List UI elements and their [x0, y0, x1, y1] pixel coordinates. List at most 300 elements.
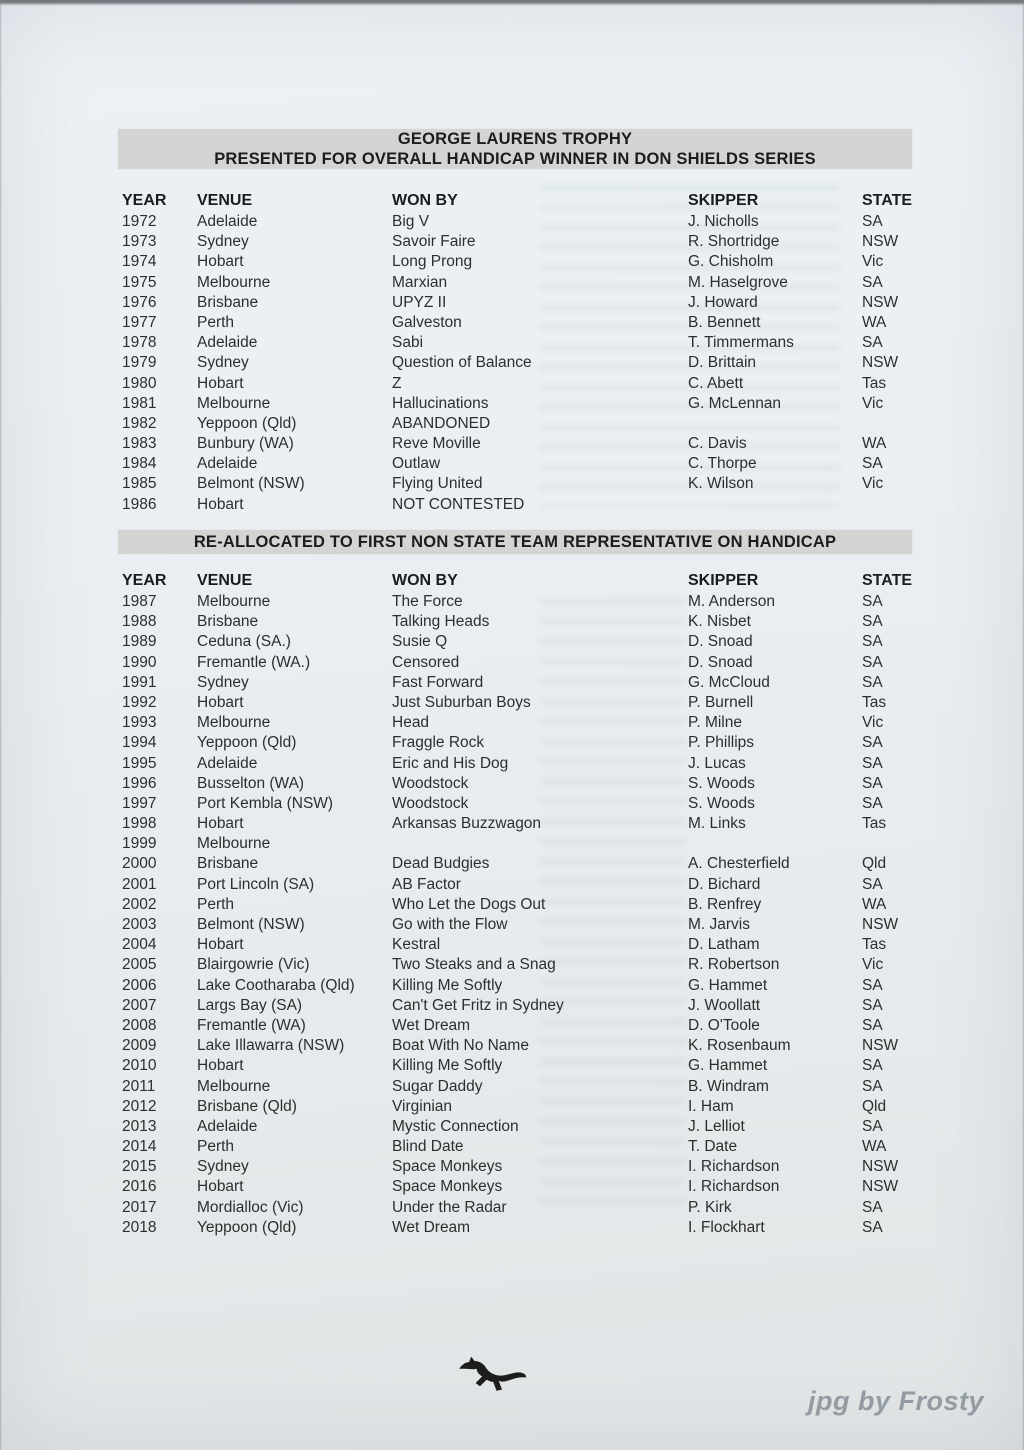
table-cell: NSW [862, 1037, 899, 1055]
table-cell: Yeppoon (Qld) [197, 734, 297, 752]
table-row [122, 996, 922, 1016]
kangaroo-icon [455, 1350, 527, 1394]
table-cell: Belmont (NSW) [197, 916, 305, 933]
table-cell: 1983 [122, 435, 157, 453]
table-cell: Just Suburban Boys [392, 693, 531, 711]
table-cell: K. Rosenbaum [688, 1037, 791, 1055]
table-cell: Adelaide [197, 754, 258, 772]
table-row [122, 1117, 922, 1137]
table-cell: C. Abett [688, 374, 744, 392]
table-cell: B. Windram [688, 1077, 769, 1095]
table-cell: M. Jarvis [688, 916, 750, 933]
table-cell: Adelaide [197, 334, 258, 352]
table-cell: Kestral [392, 936, 441, 954]
table-cell: J. Lelliot [688, 1117, 745, 1135]
table-row [122, 814, 922, 834]
table-cell: Mordialloc (Vic) [197, 1198, 304, 1216]
table-cell: Blairgowrie (Vic) [197, 956, 310, 974]
table-cell: NSW [862, 293, 899, 311]
table-row [122, 212, 922, 232]
table-cell: Question of Balance [392, 354, 532, 372]
table2-header-row [122, 571, 922, 591]
table-cell: T. Date [688, 1138, 738, 1156]
table-cell: Susie Q [392, 633, 448, 651]
table-row [122, 794, 922, 814]
table-row [122, 1177, 922, 1197]
table-row [122, 1056, 922, 1076]
column-header-won-by: WON BY [392, 572, 458, 589]
table-cell: 1976 [122, 293, 157, 311]
table1-header-row [122, 191, 922, 211]
table-cell: Fraggle Rock [392, 734, 485, 752]
table-cell: 2005 [122, 956, 157, 974]
table-cell: SA [862, 875, 883, 893]
table-cell: Savoir Faire [392, 233, 476, 251]
table-cell: D. Latham [688, 936, 760, 954]
table-cell: SA [862, 996, 883, 1014]
table-cell: C. Thorpe [688, 455, 757, 473]
table-cell: Hobart [197, 1178, 244, 1196]
table-cell: P. Burnell [688, 693, 754, 711]
section2-banner-text: RE-ALLOCATED TO FIRST NON STATE TEAM REPRESENTATIVE ON HANDICAP [193, 533, 837, 551]
table-cell: G. Hammet [688, 1057, 768, 1075]
section2-banner [118, 530, 912, 554]
column-header-year: YEAR [122, 192, 167, 209]
table-row [122, 293, 922, 313]
table-cell: Z [392, 374, 402, 392]
table-row [122, 693, 922, 713]
table-cell: 2000 [122, 855, 157, 873]
table-cell [688, 414, 862, 434]
table-cell: 1975 [122, 273, 157, 291]
table-cell: Hobart [197, 1057, 244, 1075]
table-row [122, 915, 922, 935]
table-cell: SA [862, 1077, 883, 1095]
table-row [122, 1218, 922, 1238]
table-cell: D. Brittain [688, 354, 757, 372]
column-header-skipper: SKIPPER [688, 572, 759, 589]
table-cell: The Force [392, 593, 463, 610]
table-cell [392, 834, 688, 854]
table-row [122, 414, 922, 434]
table-cell: D. O'Toole [688, 1016, 760, 1034]
table-cell: NSW [862, 916, 899, 933]
table-cell: 1985 [122, 475, 157, 493]
table-row [122, 592, 922, 612]
table-cell: Killing Me Softly [392, 1057, 503, 1075]
table-row [122, 774, 922, 794]
table-cell: Largs Bay (SA) [197, 996, 303, 1014]
table-cell: NSW [862, 1158, 899, 1176]
table-cell: Lake Illawarra (NSW) [197, 1037, 345, 1055]
table-cell: 2010 [122, 1057, 157, 1075]
table-cell: SA [862, 673, 883, 691]
table-cell: Perth [197, 313, 235, 331]
table-row [122, 673, 922, 693]
table-cell: Space Monkeys [392, 1178, 503, 1196]
table-cell: Boat With No Name [392, 1037, 529, 1055]
table-cell: I. Richardson [688, 1158, 780, 1176]
table-cell: 1991 [122, 673, 157, 691]
table-cell: S. Woods [688, 794, 755, 812]
table-cell: Sugar Daddy [392, 1077, 483, 1095]
table-cell: G. Chisholm [688, 253, 774, 271]
table-cell: 2009 [122, 1037, 157, 1055]
table-cell: SA [862, 273, 883, 291]
table-cell [688, 834, 862, 854]
table-row [122, 653, 922, 673]
table-cell: NOT CONTESTED [392, 495, 525, 513]
table-row [122, 353, 922, 373]
table-cell: Hobart [197, 253, 244, 271]
table-cell: SA [862, 1218, 883, 1236]
table-cell: WA [862, 435, 887, 453]
table-cell: 1990 [122, 653, 157, 671]
table-cell: 1981 [122, 394, 157, 412]
table-cell: 2013 [122, 1117, 157, 1135]
table-row [122, 875, 922, 895]
table-cell: AB Factor [392, 875, 461, 893]
table-cell: 1974 [122, 253, 157, 271]
table-row [122, 313, 922, 333]
table-cell: Vic [862, 956, 884, 974]
table-cell: Hobart [197, 374, 244, 392]
table-cell: Killing Me Softly [392, 976, 503, 994]
table-row [122, 834, 922, 854]
table-cell: SA [862, 976, 883, 994]
table-cell: Hobart [197, 495, 244, 513]
table-cell: Tas [862, 374, 887, 392]
table-cell: ABANDONED [392, 414, 491, 432]
table-cell: 2017 [122, 1198, 157, 1216]
table-cell: Galveston [392, 313, 462, 331]
table-row [122, 273, 922, 293]
table-cell: Adelaide [197, 455, 258, 473]
table-cell: Hobart [197, 936, 244, 954]
table-cell: M. Haselgrove [688, 273, 788, 291]
table-cell: 1982 [122, 414, 157, 432]
table-cell: SA [862, 593, 883, 610]
table-cell: Eric and His Dog [392, 754, 509, 772]
table-cell: Space Monkeys [392, 1158, 503, 1176]
table-cell: Sabi [392, 334, 424, 352]
table-cell: R. Robertson [688, 956, 780, 974]
column-header-venue: VENUE [197, 192, 253, 209]
table-row [122, 1016, 922, 1036]
table-cell: J. Woollatt [688, 996, 761, 1014]
table-row [122, 1077, 922, 1097]
table-cell: M. Links [688, 815, 746, 833]
table-cell: Two Steaks and a Snag [392, 956, 556, 974]
table-cell: 1989 [122, 633, 157, 651]
column-header-venue: VENUE [197, 572, 253, 589]
table-cell: Blind Date [392, 1138, 464, 1156]
table-row [122, 333, 922, 353]
table-cell: Big V [392, 213, 430, 230]
table-cell: I. Flockhart [688, 1218, 765, 1236]
table-cell: Vic [862, 253, 884, 271]
table-cell: J. Howard [688, 293, 758, 311]
table-row [122, 713, 922, 733]
column-header-skipper: SKIPPER [688, 192, 759, 209]
table-cell: G. McLennan [688, 394, 782, 412]
table-cell: Go with the Flow [392, 916, 508, 933]
table-cell: NSW [862, 1178, 899, 1196]
table-cell: Brisbane [197, 613, 259, 631]
table-cell: Port Lincoln (SA) [197, 875, 315, 893]
table-cell: 1987 [122, 593, 157, 610]
table-row [122, 632, 922, 652]
table-cell: Hallucinations [392, 394, 489, 412]
table-cell: 1996 [122, 774, 157, 792]
table-cell: SA [862, 1198, 883, 1216]
table-cell: Melbourne [197, 1077, 271, 1095]
table-cell: 2004 [122, 936, 157, 954]
table-row [122, 935, 922, 955]
table-cell: Who Let the Dogs Out [392, 895, 546, 913]
table-cell: Under the Radar [392, 1198, 507, 1216]
table-cell: 1999 [122, 835, 157, 853]
table-cell: I. Richardson [688, 1178, 780, 1196]
table-cell: Ceduna (SA.) [197, 633, 291, 651]
table-cell: 1986 [122, 495, 157, 513]
table-cell: SA [862, 653, 883, 671]
table-row [122, 754, 922, 774]
table-cell: Melbourne [197, 835, 271, 853]
table-cell: SA [862, 754, 883, 772]
table-cell: Dead Budgies [392, 855, 490, 873]
table-cell: Sydney [197, 233, 249, 251]
table-cell: Talking Heads [392, 613, 490, 631]
table-cell: I. Ham [688, 1097, 734, 1115]
table-row [122, 474, 922, 494]
column-header-year: YEAR [122, 572, 167, 589]
table-row [122, 374, 922, 394]
table-cell: Vic [862, 714, 884, 732]
table-cell: Adelaide [197, 213, 258, 230]
table-cell: Brisbane [197, 855, 259, 873]
table-cell [862, 834, 922, 854]
table-cell: Sydney [197, 354, 249, 372]
watermark-text: jpg by Frosty [807, 1386, 984, 1416]
table-cell: Qld [862, 1097, 887, 1115]
table-cell: Arkansas Buzzwagon [392, 815, 542, 833]
table-cell: 1979 [122, 354, 157, 372]
table-cell: WA [862, 895, 887, 913]
table-row [122, 394, 922, 414]
table-cell: G. McCloud [688, 673, 770, 691]
table-cell: 1978 [122, 334, 157, 352]
table-cell: Vic [862, 394, 884, 412]
page-subtitle: PRESENTED FOR OVERALL HANDICAP WINNER IN DON SHIELDS SERIES [214, 149, 816, 168]
table-cell: SA [862, 334, 883, 352]
table-cell: NSW [862, 233, 899, 251]
table-cell: Busselton (WA) [197, 774, 305, 792]
table-cell: Fremantle (WA.) [197, 653, 311, 671]
table-row [122, 1137, 922, 1157]
table-row [122, 454, 922, 474]
table-cell: WA [862, 313, 887, 331]
table-cell: Hobart [197, 693, 244, 711]
table-cell: 1997 [122, 794, 157, 812]
table-cell: 1980 [122, 374, 157, 392]
table-row [122, 1198, 922, 1218]
table-cell: Perth [197, 895, 235, 913]
table-row [122, 955, 922, 975]
table-cell: 1992 [122, 693, 157, 711]
trophy-title-banner [118, 129, 912, 169]
table-cell: P. Kirk [688, 1198, 732, 1216]
table-cell: P. Phillips [688, 734, 755, 752]
table-row [122, 1036, 922, 1056]
table-cell: 2014 [122, 1138, 157, 1156]
table-cell: NSW [862, 354, 899, 372]
table-cell: SA [862, 774, 883, 792]
table-cell: 2018 [122, 1218, 157, 1236]
table-cell [862, 414, 922, 434]
table-cell: SA [862, 633, 883, 651]
table-cell: 1977 [122, 313, 157, 331]
column-header-won-by: WON BY [392, 192, 458, 209]
table-cell: Tas [862, 936, 887, 954]
table-cell: Port Kembla (NSW) [197, 794, 334, 812]
column-header-state: STATE [862, 572, 913, 589]
column-header-state: STATE [862, 192, 913, 209]
table-cell: Woodstock [392, 794, 469, 812]
table-cell: B. Renfrey [688, 895, 762, 913]
table-cell: 1995 [122, 754, 157, 772]
table-row [122, 434, 922, 454]
table-cell: SA [862, 455, 883, 473]
table-cell: A. Chesterfield [688, 855, 790, 873]
table-cell: B. Bennett [688, 313, 761, 331]
table-row [122, 854, 922, 874]
table-cell: C. Davis [688, 435, 747, 453]
table-cell: SA [862, 613, 883, 631]
table-cell: Flying United [392, 475, 483, 493]
table-cell: Yeppoon (Qld) [197, 1218, 297, 1236]
table-cell: Fast Forward [392, 673, 484, 691]
table-cell: Head [392, 714, 430, 732]
table-cell: Belmont (NSW) [197, 475, 305, 493]
table-cell: 1972 [122, 213, 157, 230]
table-cell: SA [862, 1016, 883, 1034]
table-row [122, 895, 922, 915]
table-cell: 1993 [122, 714, 157, 732]
table-cell: Melbourne [197, 593, 271, 610]
table-cell: S. Woods [688, 774, 755, 792]
table-cell: SA [862, 1117, 883, 1135]
table-cell: T. Timmermans [688, 334, 794, 352]
table-cell [688, 495, 862, 515]
table-cell: 2003 [122, 916, 157, 933]
table-cell: J. Lucas [688, 754, 746, 772]
table-row [122, 733, 922, 753]
table-cell: Reve Moville [392, 435, 481, 453]
table-cell: 2006 [122, 976, 157, 994]
table-cell: Sydney [197, 1158, 249, 1176]
table-cell: D. Snoad [688, 633, 753, 651]
table-cell: Perth [197, 1138, 235, 1156]
table-cell: Outlaw [392, 455, 441, 473]
table-cell: Melbourne [197, 394, 271, 412]
table-cell: K. Nisbet [688, 613, 751, 631]
table-cell: K. Wilson [688, 475, 754, 493]
table-cell: G. Hammet [688, 976, 768, 994]
table-cell: SA [862, 213, 883, 230]
table-cell [862, 495, 922, 515]
table-row [122, 252, 922, 272]
table-cell: 2002 [122, 895, 157, 913]
table-cell: M. Anderson [688, 593, 776, 610]
table-cell: Woodstock [392, 774, 469, 792]
table-cell: SA [862, 794, 883, 812]
table-cell: Virginian [392, 1097, 453, 1115]
table1-body [122, 212, 922, 515]
table-cell: 2016 [122, 1178, 157, 1196]
table-cell: D. Bichard [688, 875, 761, 893]
table-cell: D. Snoad [688, 653, 753, 671]
table-cell: Fremantle (WA) [197, 1016, 306, 1034]
table-cell: 1988 [122, 613, 157, 631]
table-cell: UPYZ II [392, 293, 447, 311]
table-cell: Tas [862, 815, 887, 833]
table-cell: Yeppoon (Qld) [197, 414, 297, 432]
table-cell: 2015 [122, 1158, 157, 1176]
table-row [122, 1157, 922, 1177]
table-cell: 1998 [122, 815, 157, 833]
table-cell: Melbourne [197, 714, 271, 732]
table-cell: P. Milne [688, 714, 742, 732]
table-cell: 2012 [122, 1097, 157, 1115]
table-row [122, 495, 922, 515]
table-cell: Wet Dream [392, 1218, 471, 1236]
table-cell: Censored [392, 653, 460, 671]
table-cell: SA [862, 1057, 883, 1075]
table-cell: Marxian [392, 273, 448, 291]
page-title: GEORGE LAURENS TROPHY [397, 130, 633, 148]
table-cell: Wet Dream [392, 1016, 471, 1034]
table-cell: SA [862, 734, 883, 752]
table-cell: Melbourne [197, 273, 271, 291]
table-cell: Vic [862, 475, 884, 493]
table-row [122, 612, 922, 632]
table-cell: Long Prong [392, 253, 473, 271]
table2-body [122, 592, 922, 1238]
table-cell: WA [862, 1138, 887, 1156]
table-cell: Bunbury (WA) [197, 435, 294, 453]
table-cell: J. Nicholls [688, 213, 759, 230]
table-cell: Mystic Connection [392, 1117, 519, 1135]
table-cell: Qld [862, 855, 887, 873]
table-cell: Adelaide [197, 1117, 258, 1135]
table-cell: 2007 [122, 996, 157, 1014]
table-cell: Hobart [197, 815, 244, 833]
table-cell: Tas [862, 693, 887, 711]
table-cell: R. Shortridge [688, 233, 780, 251]
table-cell: 1984 [122, 455, 157, 473]
table-cell: Brisbane (Qld) [197, 1097, 297, 1115]
table-cell: 1994 [122, 734, 157, 752]
table-row [122, 1097, 922, 1117]
table-cell: 1973 [122, 233, 157, 251]
table-cell: Can't Get Fritz in Sydney [392, 996, 564, 1014]
table-row [122, 232, 922, 252]
table-cell: Sydney [197, 673, 249, 691]
table-cell: Lake Cootharaba (Qld) [197, 976, 355, 994]
table-cell: 2011 [122, 1077, 156, 1095]
table-row [122, 976, 922, 996]
